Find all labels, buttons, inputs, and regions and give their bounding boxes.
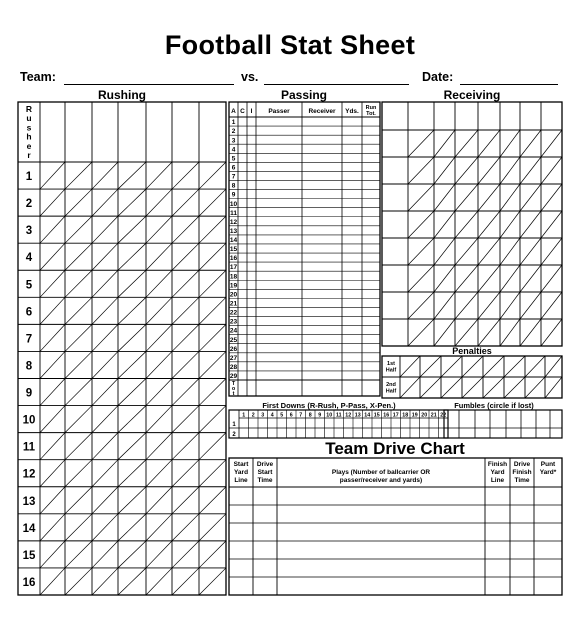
rushing-row-number: 3 [25, 225, 33, 238]
page-title: Football Stat Sheet [164, 30, 416, 60]
rushing-title: Rushing [98, 88, 146, 102]
date-label: Date: [422, 70, 454, 84]
rushing-row-number: 11 [22, 441, 36, 454]
drive-col-finish-yard-line: Line [490, 477, 505, 484]
penalties-first-half-label: Half [385, 367, 397, 374]
first-down-number: 5 [280, 412, 284, 419]
passing-row-number: 14 [229, 237, 238, 245]
first-down-number: 9 [318, 412, 322, 419]
first-down-number: 19 [411, 412, 418, 419]
rushing-row-number: 15 [22, 549, 36, 562]
passing-row-number: 19 [229, 282, 238, 290]
first-down-number: 8 [308, 412, 312, 419]
passing-row-number: 27 [229, 354, 238, 362]
passing-row-number: 13 [229, 227, 238, 235]
passing-row-number: 6 [231, 164, 236, 172]
passing-row-number: 11 [230, 209, 237, 217]
passing-row-number: 29 [229, 373, 238, 381]
first-down-number: 13 [354, 412, 361, 419]
vs-label: vs. [241, 70, 259, 84]
passing-total-letter: t [232, 391, 235, 397]
passing-row-number: 15 [229, 246, 238, 254]
rushing-row-number: 10 [22, 414, 36, 427]
drive-col-punt-yard: Yard* [539, 469, 557, 476]
passing-col-yards: Yds. [345, 108, 359, 115]
passing-total-letter: T [231, 381, 236, 387]
first-down-number: 10 [326, 412, 333, 419]
first-down-number: 15 [373, 412, 380, 419]
first-down-number: 2 [251, 412, 255, 419]
first-down-number: 21 [430, 412, 437, 419]
passing-col-attempts: A [231, 108, 236, 115]
rushing-row-number: 7 [25, 333, 33, 346]
first-down-number: 6 [289, 412, 293, 419]
passing-row-number: 23 [229, 318, 238, 326]
rushing-row-number: 8 [25, 360, 33, 373]
team-label: Team: [20, 70, 56, 84]
passing-row-number: 25 [229, 336, 238, 344]
drive-col-drive-finish-time: Finish [512, 469, 532, 476]
first-downs-half-label: 2 [232, 432, 236, 438]
drive-chart-title: Team Drive Chart [325, 439, 465, 458]
first-down-number: 11 [335, 412, 342, 419]
drive-col-finish-yard-line: Yard [490, 469, 505, 476]
penalties-first-half-label: 1st [387, 361, 395, 367]
drive-col-start-yard-line: Yard [233, 469, 249, 476]
rushing-row-number: 1 [25, 171, 33, 184]
passing-row-number: 16 [229, 255, 238, 263]
first-down-number: 16 [383, 412, 390, 419]
drive-col-drive-start-time: Start [257, 469, 273, 476]
drive-col-drive-start-time: Drive [256, 461, 274, 468]
passing-row-number: 28 [229, 363, 238, 371]
fumbles-title: Fumbles (circle if lost) [454, 401, 534, 410]
penalties-title: Penalties [452, 346, 492, 356]
drive-col-punt-yard: Punt [540, 461, 556, 468]
passing-col-completions: C [240, 108, 245, 115]
first-down-number: 20 [421, 412, 428, 419]
rushing-row-number: 16 [22, 576, 36, 589]
passing-row-number: 22 [229, 309, 238, 317]
first-down-number: 17 [392, 412, 399, 419]
passing-row-number: 8 [231, 182, 236, 190]
passing-col-run-total: Tot. [366, 111, 376, 117]
passing-row-number: 26 [229, 345, 238, 353]
passing-row-number: 9 [231, 191, 236, 199]
first-downs-title: First Downs (R-Rush, P-Pass, X-Pen.) [262, 401, 396, 410]
drive-col-plays: passer/receiver and yards) [339, 477, 423, 484]
passing-row-number: 21 [229, 300, 238, 308]
passing-col-interceptions: I [250, 108, 253, 115]
passing-row-number: 4 [231, 146, 236, 154]
rushing-row-number: 4 [25, 252, 33, 265]
first-down-number: 14 [364, 412, 371, 419]
drive-col-plays: Plays (Number of ballcarrier OR [331, 469, 431, 476]
first-down-number: 4 [270, 412, 274, 419]
first-down-number: 7 [299, 412, 303, 419]
rusher-letter: h [26, 131, 32, 142]
rusher-letter: r [27, 150, 31, 160]
first-down-number: 3 [261, 412, 265, 419]
rusher-letter: s [26, 122, 32, 133]
rushing-row-number: 9 [25, 387, 33, 400]
passing-row-number: 7 [231, 173, 236, 181]
passing-title: Passing [280, 88, 328, 102]
passing-row-number: 10 [229, 200, 238, 208]
first-down-number: 1 [242, 412, 246, 419]
rushing-row-number: 2 [25, 198, 33, 211]
rusher-letter: e [26, 140, 32, 151]
passing-row-number: 20 [229, 291, 238, 299]
passing-row-number: 3 [231, 137, 236, 145]
passing-col-passer: Passer [268, 108, 290, 115]
drive-col-start-yard-line: Start [233, 461, 249, 468]
receiving-title: Receiving [443, 88, 501, 102]
passing-row-number: 24 [229, 327, 238, 335]
rusher-letter: u [26, 113, 32, 124]
penalties-second-half-label: Half [385, 388, 397, 395]
penalties-second-half-label: 2nd [386, 382, 396, 388]
passing-col-run-total: Run [365, 105, 377, 111]
first-downs-half-label: 1 [232, 422, 236, 428]
drive-col-drive-finish-time: Time [514, 477, 530, 484]
rushing-row-number: 6 [25, 306, 33, 319]
passing-total-letter: o [231, 386, 236, 392]
passing-row-number: 5 [231, 155, 236, 163]
first-down-number: 18 [402, 412, 409, 419]
rushing-row-number: 14 [22, 522, 36, 535]
rushing-row-number: 5 [25, 279, 33, 292]
rushing-row-number: 12 [22, 468, 36, 481]
passing-row-number: 12 [229, 218, 238, 226]
passing-col-receiver: Receiver [308, 108, 336, 115]
rusher-letter: R [25, 104, 33, 114]
first-down-number: 12 [345, 412, 352, 419]
passing-row-number: 18 [229, 273, 238, 281]
drive-col-drive-finish-time: Drive [513, 461, 531, 468]
rushing-row-number: 13 [22, 495, 36, 508]
passing-row-number: 17 [229, 264, 238, 272]
passing-row-number: 1 [231, 119, 236, 127]
drive-col-start-yard-line: Line [234, 477, 248, 484]
drive-col-drive-start-time: Time [257, 477, 273, 484]
passing-row-number: 2 [231, 128, 236, 136]
drive-col-finish-yard-line: Finish [487, 461, 508, 468]
first-down-number: 22 [440, 412, 447, 419]
